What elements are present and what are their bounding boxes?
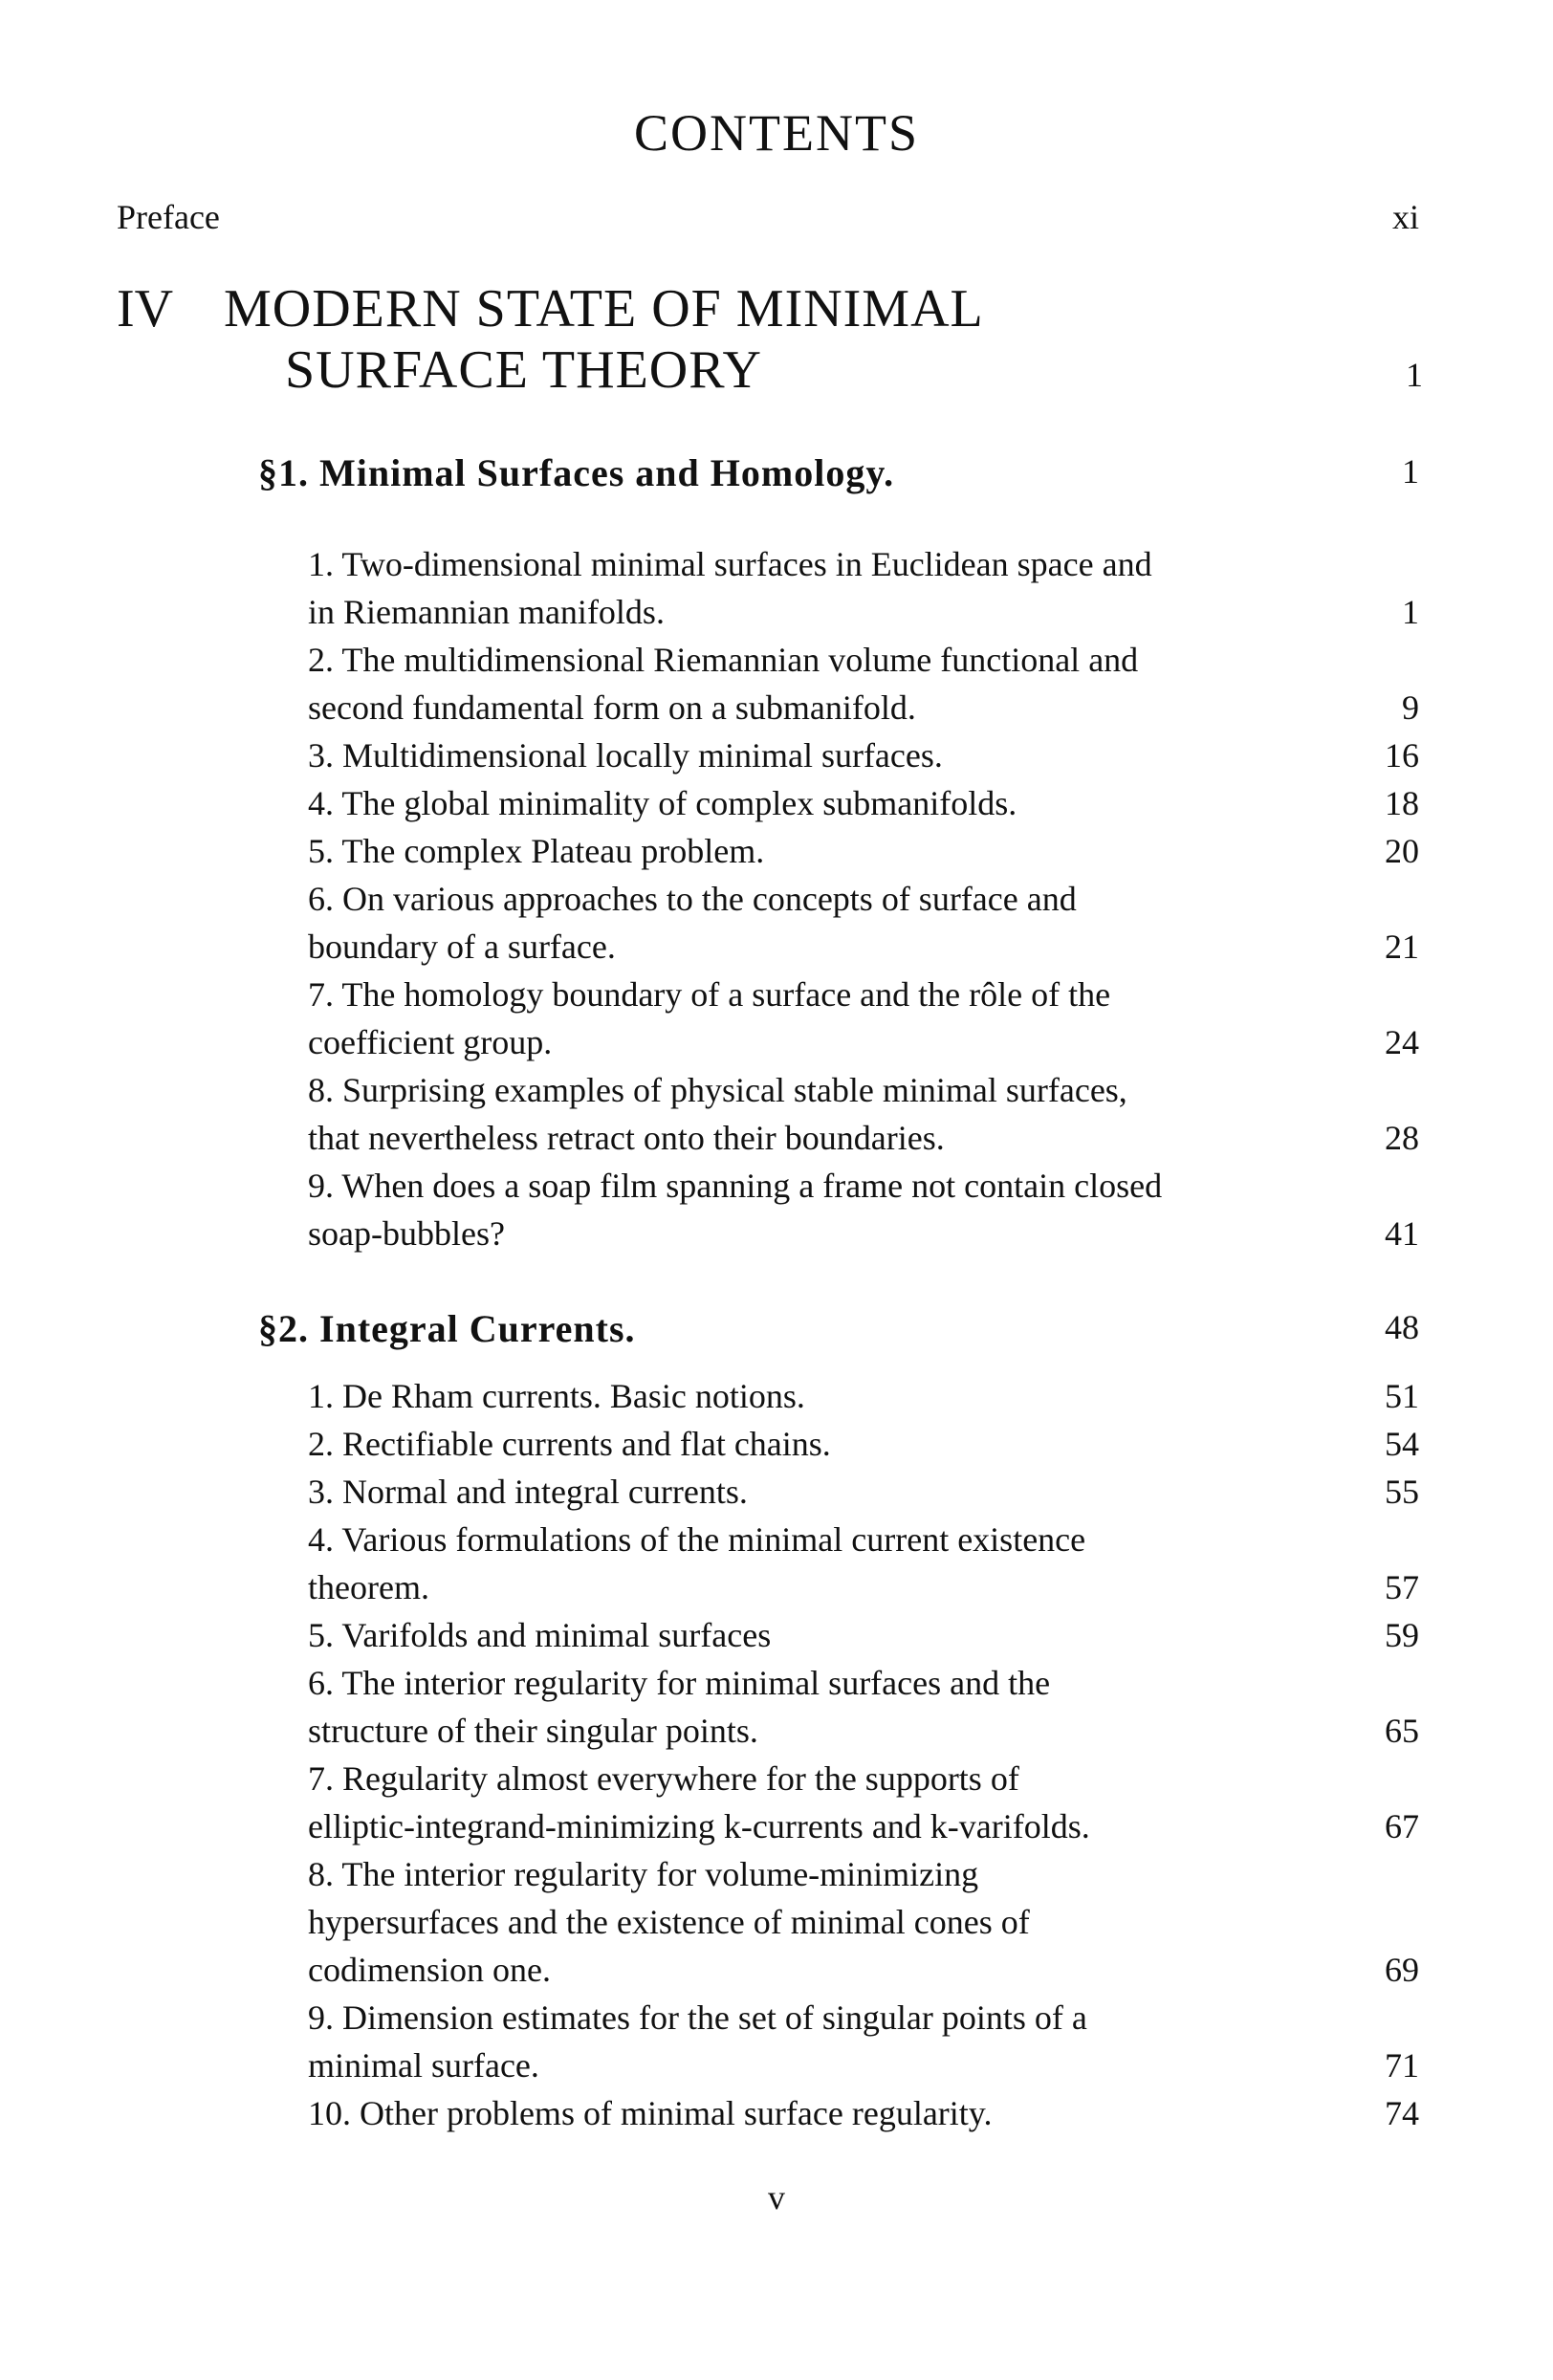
toc-entry	[308, 1611, 1419, 1659]
toc-entry-page: 9	[1402, 688, 1419, 727]
toc-entry-page: 41	[1385, 1214, 1419, 1253]
toc-entry-page: 57	[1385, 1568, 1419, 1606]
toc-entry-page: 74	[1385, 2094, 1419, 2132]
section-heading-text: §2. Integral Currents.	[258, 1307, 636, 1350]
toc-entry	[308, 779, 1419, 827]
toc-entry	[308, 1420, 1419, 1468]
toc-entry-page: 54	[1385, 1425, 1419, 1463]
toc-entry-text: 9. Dimension estimates for the set of singular points of a minimal surface.	[308, 1998, 1087, 2085]
toc-entry-text: 8. The interior regularity for volume-minimizing hypersurfaces and the existence of minimal cones of codimension one.	[308, 1855, 1030, 1989]
part-page: 1	[1406, 356, 1423, 394]
part-title-line2: SURFACE THEORY	[285, 340, 762, 400]
toc-entry	[308, 731, 1419, 779]
toc-entry-page: 71	[1385, 2046, 1419, 2085]
toc-entry	[308, 827, 1419, 875]
part-number: IV	[117, 279, 174, 338]
toc-entry-page: 51	[1385, 1377, 1419, 1415]
toc-entry-text: 6. On various approaches to the concepts of surface and boundary of a surface.	[308, 880, 1077, 966]
toc-entry	[308, 1468, 1419, 1516]
toc-entry-text: 4. Various formulations of the minimal current existence theorem.	[308, 1520, 1086, 1606]
toc-entry-text: 6. The interior regularity for minimal surfaces and the structure of their singular points.	[308, 1664, 1051, 1750]
toc-entry	[308, 2089, 1419, 2137]
page-title: CONTENTS	[634, 104, 919, 162]
toc-entry-page: 1	[1402, 593, 1419, 631]
toc-entry	[308, 1162, 1419, 1257]
toc-entry	[308, 1755, 1419, 1850]
section-2-entries	[308, 1372, 1419, 2137]
toc-entry-page: 28	[1385, 1119, 1419, 1157]
toc-entry	[308, 1850, 1419, 1994]
toc-entry-page: 65	[1385, 1712, 1419, 1750]
toc-entry-page: 55	[1385, 1473, 1419, 1511]
section-1-entries	[308, 540, 1419, 1257]
toc-entry	[308, 1994, 1419, 2089]
section-heading-1	[258, 451, 1419, 494]
toc-entry-text: 7. Regularity almost everywhere for the supports of elliptic-integrand-minimizing k-currents and k-varifolds.	[308, 1759, 1090, 1845]
toc-entry-text: 2. Rectifiable currents and flat chains.	[308, 1425, 831, 1463]
toc-entry-page: 20	[1385, 832, 1419, 870]
toc-entry-text: 7. The homology boundary of a surface and the rôle of the coefficient group.	[308, 975, 1111, 1061]
toc-entry-page: 18	[1385, 784, 1419, 822]
preface-label: Preface	[117, 198, 220, 236]
toc-entry	[308, 1659, 1419, 1755]
toc-entry-text: 1. Two-dimensional minimal surfaces in Euclidean space and in Riemannian manifolds.	[308, 545, 1152, 631]
part-title	[224, 279, 984, 400]
toc-entry-text: 3. Normal and integral currents.	[308, 1473, 748, 1511]
toc-entry-page: 67	[1385, 1807, 1419, 1845]
section-heading-page: 48	[1385, 1308, 1419, 1346]
section-heading-2	[258, 1307, 1419, 1350]
part-title-line1: MODERN STATE OF MINIMAL	[224, 279, 984, 338]
toc-entry-page: 24	[1385, 1023, 1419, 1061]
toc-entry	[308, 875, 1419, 971]
toc-entry-text: 2. The multidimensional Riemannian volume functional and second fundamental form on a submanifold.	[308, 641, 1139, 727]
section-heading-text: §1. Minimal Surfaces and Homology.	[258, 451, 895, 494]
toc-entry	[308, 636, 1419, 731]
toc-entry	[308, 1066, 1419, 1162]
toc-entry-text: 9. When does a soap film spanning a frame not contain closed soap-bubbles?	[308, 1167, 1163, 1253]
page-number: v	[768, 2178, 785, 2216]
toc-entry-page: 16	[1385, 736, 1419, 775]
toc-entry-page: 69	[1385, 1951, 1419, 1989]
preface-page: xi	[1391, 198, 1419, 236]
toc-entry-text: 1. De Rham currents. Basic notions.	[308, 1377, 805, 1415]
toc-entry-page: 59	[1385, 1616, 1419, 1654]
section-heading-page: 1	[1402, 452, 1419, 491]
toc-entry-text: 8. Surprising examples of physical stable minimal surfaces, that nevertheless retract onto their boundaries.	[308, 1071, 1127, 1157]
toc-entry	[308, 1516, 1419, 1611]
toc-entry-text: 10. Other problems of minimal surface regularity.	[308, 2094, 993, 2132]
toc-entry	[308, 1372, 1419, 1420]
toc-entry-text: 5. Varifolds and minimal surfaces	[308, 1616, 772, 1654]
toc-entry-text: 5. The complex Plateau problem.	[308, 832, 765, 870]
preface-entry	[117, 200, 1419, 234]
toc-entry	[308, 540, 1419, 636]
toc-entry-text: 3. Multidimensional locally minimal surfaces.	[308, 736, 943, 775]
toc-entry	[308, 971, 1419, 1066]
toc-entry-page: 21	[1385, 928, 1419, 966]
toc-entry-text: 4. The global minimality of complex submanifolds.	[308, 784, 1017, 822]
